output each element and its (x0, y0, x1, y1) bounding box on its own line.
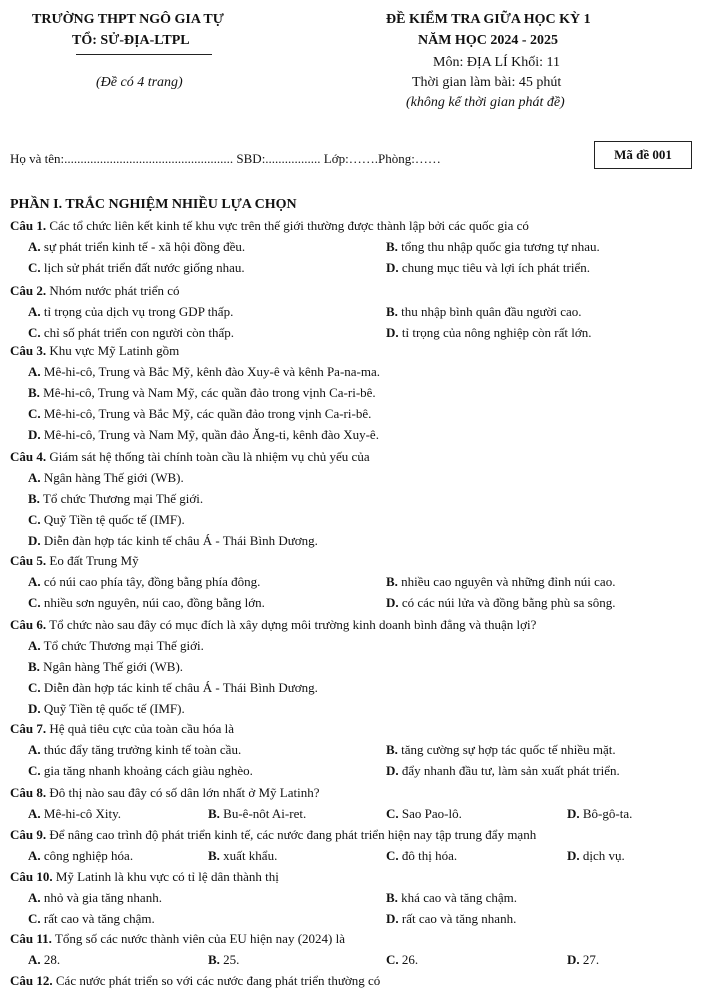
option-text: 28. (40, 952, 61, 967)
question-number: Câu 12. (10, 973, 53, 988)
option-text: nhỏ và gia tăng nhanh. (40, 890, 162, 905)
option-text: Mê-hi-cô, Trung và Nam Mỹ, các quần đảo trong vịnh Ca-ri-bê. (39, 385, 376, 400)
question-number: Câu 11. (10, 931, 52, 946)
option-text: nhiều sơn nguyên, núi cao, đồng bằng lớn. (40, 595, 265, 610)
question-8-option-b (208, 806, 306, 822)
duration-line: Thời gian làm bài: 45 phút (412, 75, 562, 90)
question-5-option-a (28, 574, 260, 590)
option-text: rất cao và tăng nhanh. (398, 911, 517, 926)
option-letter: D. (28, 701, 41, 716)
option-letter: C. (28, 595, 41, 610)
question-3-option-c (28, 406, 371, 422)
question-4-option-a (28, 470, 184, 486)
question-1-option-d (386, 260, 590, 276)
question-9-option-d (567, 848, 625, 864)
option-letter: B. (386, 742, 398, 757)
option-text: rất cao và tăng chậm. (40, 911, 155, 926)
option-text: Tổ chức Thương mại Thế giới. (39, 491, 204, 506)
question-10-option-a (28, 890, 162, 906)
option-text: có các núi lửa và đồng bằng phù sa sông. (398, 595, 616, 610)
question-5 (10, 553, 139, 569)
option-letter: B. (208, 806, 220, 821)
question-text: Khu vực Mỹ Latinh gồm (46, 343, 180, 358)
department-name: TỔ: SỬ-ĐỊA-LTPL (72, 33, 190, 48)
question-3 (10, 343, 179, 359)
question-number: Câu 1. (10, 218, 47, 233)
question-text: Nhóm nước phát triển có (46, 283, 180, 298)
option-letter: C. (28, 406, 41, 421)
question-text: Giám sát hệ thống tài chính toàn cầu là nhiệm vụ chủ yếu của (46, 449, 370, 464)
question-5-option-c (28, 595, 265, 611)
option-letter: A. (28, 239, 41, 254)
option-letter: B. (386, 890, 398, 905)
question-6 (10, 617, 536, 633)
exam-code-box: Mã đề 001 (594, 141, 692, 169)
option-letter: B. (208, 848, 220, 863)
school-year: NĂM HỌC 2024 - 2025 (418, 33, 558, 48)
option-text: gia tăng nhanh khoảng cách giàu nghèo. (40, 763, 253, 778)
option-letter: D. (386, 325, 399, 340)
option-text: công nghiệp hóa. (40, 848, 134, 863)
question-8-option-d (567, 806, 632, 822)
section-title: PHẦN I. TRẮC NGHIỆM NHIỀU LỰA CHỌN (10, 197, 297, 212)
option-text: 27. (579, 952, 600, 967)
question-8 (10, 785, 319, 801)
header-underline (76, 54, 212, 55)
question-text: Các tổ chức liên kết kinh tế khu vực trên thế giới thường được thành lập bởi các quốc gia có (46, 218, 529, 233)
option-text: tỉ trọng của nông nghiệp còn rất lớn. (398, 325, 592, 340)
option-text: đẩy nhanh đầu tư, làm sản xuất phát triển. (398, 763, 620, 778)
option-letter: C. (28, 680, 41, 695)
question-8-option-a (28, 806, 121, 822)
option-text: lịch sử phát triển đất nước giống nhau. (40, 260, 245, 275)
exam-title: ĐỀ KIỂM TRA GIỮA HỌC KỲ 1 (386, 12, 591, 27)
question-text: Tổ chức nào sau đây có mục đích là xây dựng môi trường kinh doanh bình đẳng và thuận lợi? (46, 617, 537, 632)
question-5-option-d (386, 595, 615, 611)
question-10 (10, 869, 279, 885)
question-7-option-c (28, 763, 253, 779)
question-11-option-b (208, 952, 239, 968)
option-letter: B. (28, 491, 40, 506)
question-4-option-c (28, 512, 185, 528)
option-letter: D. (386, 763, 399, 778)
option-letter: A. (28, 304, 41, 319)
option-letter: B. (28, 659, 40, 674)
option-letter: A. (28, 806, 41, 821)
option-letter: B. (386, 239, 398, 254)
question-text: Các nước phát triển so với các nước đang phát triển thường có (52, 973, 381, 988)
option-text: xuất khẩu. (219, 848, 278, 863)
option-text: Bu-ê-nôt Ai-ret. (219, 806, 307, 821)
option-text: Ngân hàng Thế giới (WB). (40, 470, 184, 485)
question-1-option-b (386, 239, 600, 255)
option-letter: D. (567, 952, 580, 967)
question-text: Tổng số các nước thành viên của EU hiện nay (2024) là (51, 931, 345, 946)
option-text: 25. (219, 952, 240, 967)
option-letter: A. (28, 574, 41, 589)
question-11 (10, 931, 345, 947)
question-1-option-c (28, 260, 245, 276)
question-10-option-b (386, 890, 517, 906)
option-text: chỉ số phát triển con người còn thấp. (40, 325, 234, 340)
question-number: Câu 2. (10, 283, 47, 298)
question-7-option-d (386, 763, 620, 779)
question-text: Đô thị nào sau đây có số dân lớn nhất ở Mỹ Latinh? (46, 785, 320, 800)
option-letter: B. (386, 574, 398, 589)
option-letter: B. (28, 385, 40, 400)
option-text: Ngân hàng Thế giới (WB). (39, 659, 184, 674)
option-text: có núi cao phía tây, đồng bằng phía đông. (40, 574, 261, 589)
option-letter: D. (567, 848, 580, 863)
option-text: nhiều cao nguyên và những đỉnh núi cao. (397, 574, 616, 589)
question-6-option-b (28, 659, 183, 675)
question-2-option-a (28, 304, 233, 320)
option-letter: D. (386, 911, 399, 926)
question-8-option-c (386, 806, 462, 822)
option-letter: C. (28, 325, 41, 340)
question-text: Hệ quả tiêu cực của toàn cầu hóa là (46, 721, 234, 736)
option-letter: C. (386, 952, 399, 967)
question-9-option-b (208, 848, 277, 864)
option-text: Mê-hi-cô Xity. (40, 806, 122, 821)
question-5-option-b (386, 574, 615, 590)
question-3-option-b (28, 385, 376, 401)
option-text: sự phát triển kinh tế - xã hội đồng đều. (40, 239, 246, 254)
question-2-option-d (386, 325, 591, 341)
question-number: Câu 4. (10, 449, 47, 464)
subject-line: Môn: ĐỊA LÍ Khối: 11 (433, 55, 561, 70)
option-text: 26. (398, 952, 419, 967)
question-text: Eo đất Trung Mỹ (46, 553, 139, 568)
question-11-option-c (386, 952, 418, 968)
option-text: Tổ chức Thương mại Thế giới. (40, 638, 204, 653)
option-letter: A. (28, 470, 41, 485)
question-number: Câu 9. (10, 827, 47, 842)
option-letter: A. (28, 890, 41, 905)
option-text: Mê-hi-cô, Trung và Bắc Mỹ, kênh đào Xuy-ê và kênh Pa-na-ma. (40, 364, 381, 379)
option-text: dịch vụ. (579, 848, 625, 863)
option-letter: C. (386, 806, 399, 821)
question-2-option-b (386, 304, 582, 320)
option-text: Sao Pao-lô. (398, 806, 462, 821)
question-10-option-c (28, 911, 155, 927)
option-text: Mê-hi-cô, Trung và Nam Mỹ, quần đảo Ăng-ti, kênh đào Xuy-ê. (40, 427, 379, 442)
question-text: Mỹ Latinh là khu vực có tỉ lệ dân thành thị (52, 869, 279, 884)
question-11-option-d (567, 952, 599, 968)
option-letter: D. (386, 260, 399, 275)
option-text: Diễn đàn hợp tác kinh tế châu Á - Thái Bình Dương. (40, 680, 318, 695)
question-7-option-b (386, 742, 616, 758)
option-text: Quỹ Tiền tệ quốc tế (IMF). (40, 701, 185, 716)
option-letter: D. (386, 595, 399, 610)
option-letter: C. (28, 512, 41, 527)
option-text: Quỹ Tiền tệ quốc tế (IMF). (40, 512, 185, 527)
option-letter: B. (208, 952, 220, 967)
question-number: Câu 10. (10, 869, 53, 884)
question-4-option-b (28, 491, 203, 507)
option-text: khá cao và tăng chậm. (397, 890, 518, 905)
question-9-option-a (28, 848, 133, 864)
question-text: Để nâng cao trình độ phát triển kinh tế, các nước đang phát triển hiện nay tập trung đẩy mạnh (46, 827, 537, 842)
question-3-option-a (28, 364, 380, 380)
page-count: (Đề có 4 trang) (96, 75, 183, 90)
option-text: Diễn đàn hợp tác kinh tế châu Á - Thái Bình Dương. (40, 533, 318, 548)
option-text: tăng cường sự hợp tác quốc tế nhiều mặt. (397, 742, 616, 757)
question-3-option-d (28, 427, 379, 443)
question-4 (10, 449, 370, 465)
option-letter: A. (28, 638, 41, 653)
question-2 (10, 283, 180, 299)
question-6-option-d (28, 701, 185, 717)
option-text: tổng thu nhập quốc gia tương tự nhau. (397, 239, 600, 254)
option-letter: C. (386, 848, 399, 863)
option-text: thu nhập bình quân đầu người cao. (397, 304, 582, 319)
question-number: Câu 8. (10, 785, 47, 800)
option-letter: D. (567, 806, 580, 821)
option-letter: A. (28, 742, 41, 757)
option-text: thúc đẩy tăng trưởng kinh tế toàn cầu. (40, 742, 242, 757)
option-letter: A. (28, 364, 41, 379)
option-text: Mê-hi-cô, Trung và Bắc Mỹ, các quần đảo trong vịnh Ca-ri-bê. (40, 406, 372, 421)
question-11-option-a (28, 952, 60, 968)
question-4-option-d (28, 533, 318, 549)
question-number: Câu 5. (10, 553, 47, 568)
option-letter: A. (28, 848, 41, 863)
question-2-option-c (28, 325, 234, 341)
option-letter: A. (28, 952, 41, 967)
option-letter: C. (28, 260, 41, 275)
question-number: Câu 6. (10, 617, 47, 632)
option-text: Bô-gô-ta. (579, 806, 633, 821)
option-text: đô thị hóa. (398, 848, 458, 863)
option-letter: C. (28, 911, 41, 926)
option-text: tỉ trọng của dịch vụ trong GDP thấp. (40, 304, 234, 319)
question-9-option-c (386, 848, 457, 864)
question-6-option-c (28, 680, 318, 696)
question-9 (10, 827, 536, 843)
option-letter: D. (28, 427, 41, 442)
student-info-line: Họ và tên:.................................................... SBD:................. Lớp:…….Phòng:…… (10, 151, 441, 166)
question-7-option-a (28, 742, 241, 758)
question-10-option-d (386, 911, 516, 927)
question-1 (10, 218, 529, 234)
school-name: TRƯỜNG THPT NGÔ GIA TỰ (32, 12, 224, 27)
question-7 (10, 721, 234, 737)
option-letter: B. (386, 304, 398, 319)
question-number: Câu 7. (10, 721, 47, 736)
duration-note: (không kể thời gian phát đề) (406, 95, 565, 110)
question-12 (10, 973, 380, 989)
question-number: Câu 3. (10, 343, 47, 358)
option-text: chung mục tiêu và lợi ích phát triển. (398, 260, 590, 275)
option-letter: D. (28, 533, 41, 548)
question-6-option-a (28, 638, 204, 654)
option-letter: C. (28, 763, 41, 778)
question-1-option-a (28, 239, 245, 255)
